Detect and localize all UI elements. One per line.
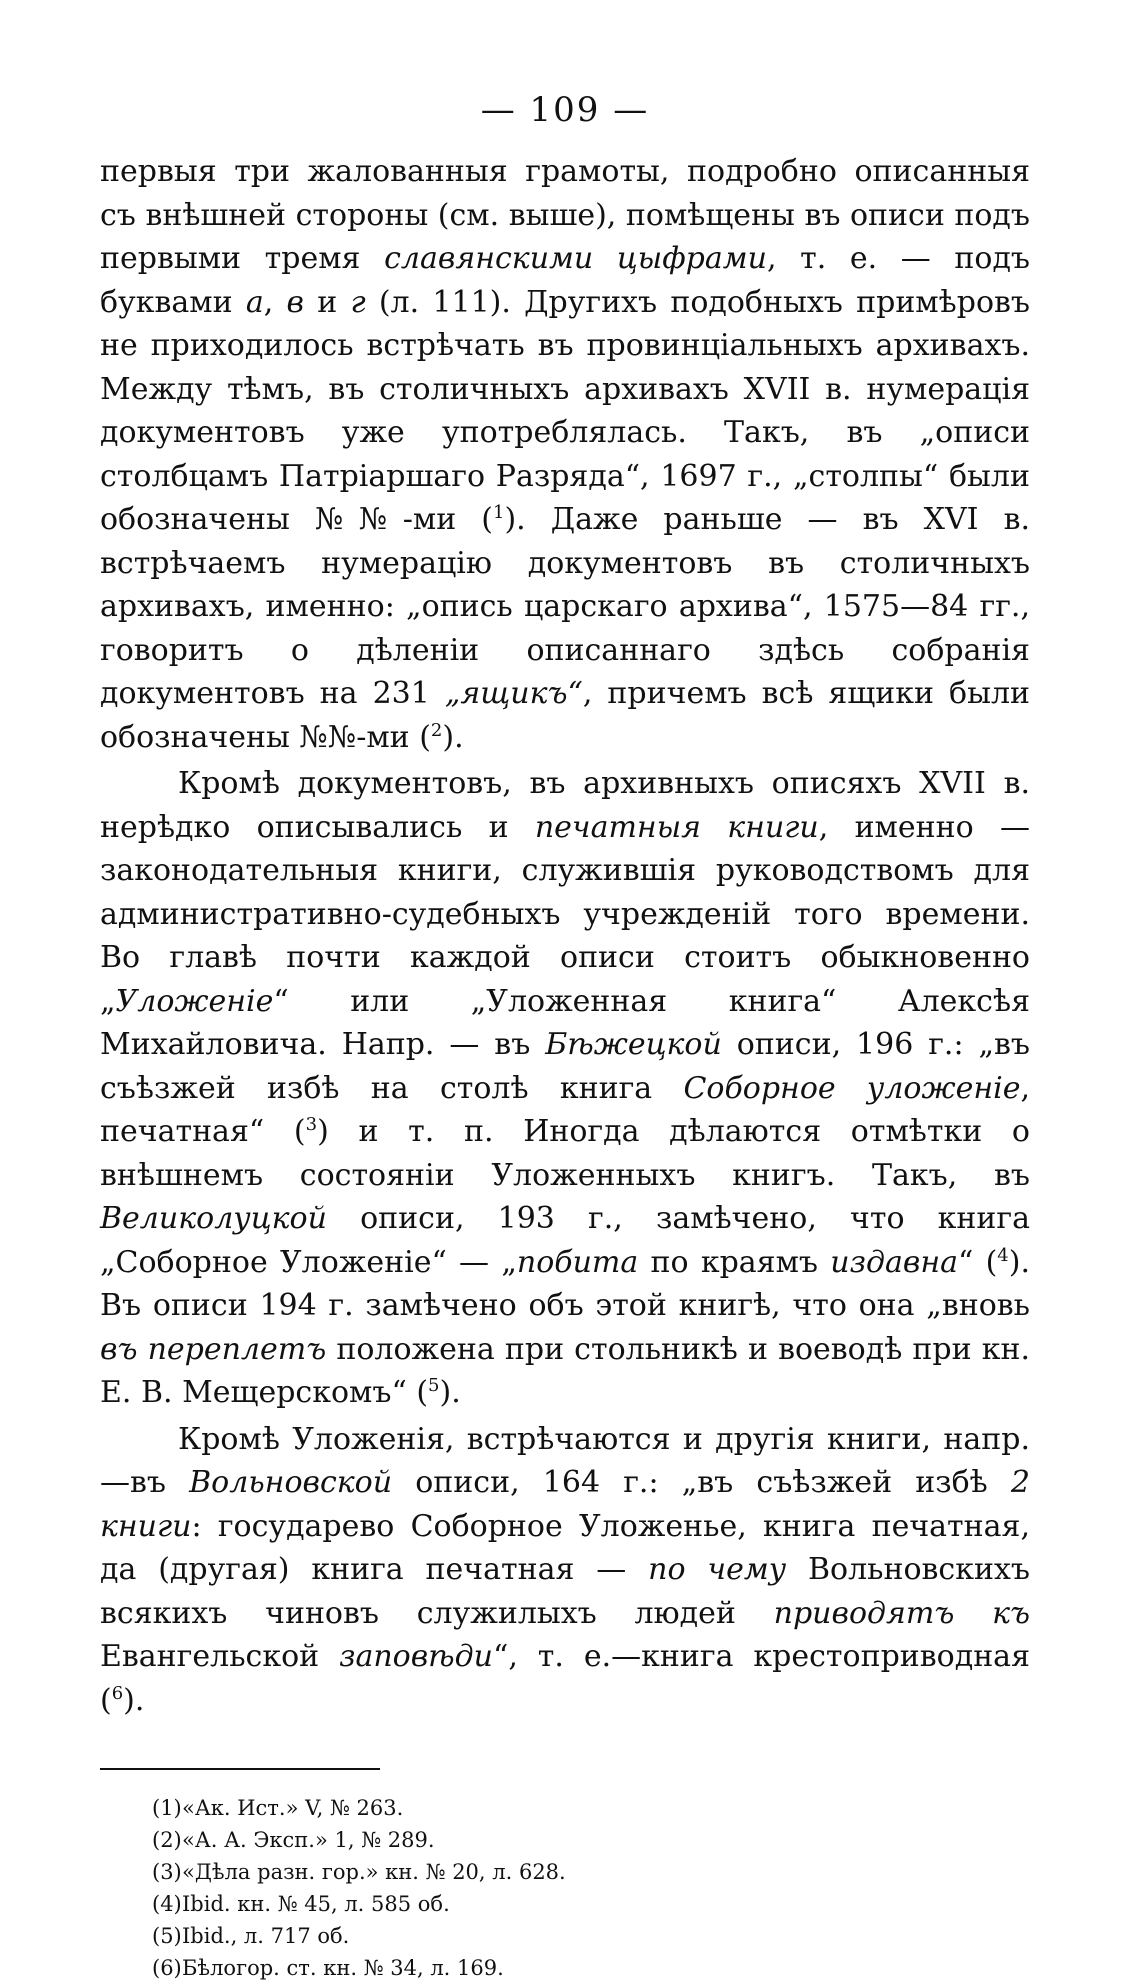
text-run: : государево Соборное Уложенье, книга печатная, да (другая) книга печатная —	[100, 1508, 1030, 1587]
footnote-ref: 5	[428, 1375, 440, 1396]
text-run: ,	[263, 284, 287, 320]
text-run: по краямъ	[638, 1244, 831, 1280]
italic-text: Уложеніе	[115, 983, 274, 1019]
text-run: , т. е. — подъ буквами	[100, 241, 1031, 320]
italic-text: издавна	[830, 1244, 958, 1280]
footnote-mark: (2)	[152, 1828, 182, 1852]
footnote-text: «Ак. Ист.» V, № 263.	[182, 1796, 404, 1820]
footnote	[152, 1920, 1030, 1952]
italic-text: побита	[516, 1244, 639, 1280]
paragraph-p1	[100, 150, 1030, 759]
footnote-mark: (3)	[152, 1860, 182, 1884]
text-run: описи, 164 г.: „въ съѣзжей избѣ	[392, 1465, 1011, 1500]
text-run: ).	[123, 1682, 145, 1718]
italic-text: „ящикъ“	[444, 676, 583, 711]
italic-text: въ переплетъ	[100, 1331, 327, 1367]
footnote-ref: 1	[493, 502, 505, 523]
footnote-mark: (6)	[152, 1956, 182, 1980]
footnote-text: Бѣлогор. ст. кн. № 34, л. 169.	[182, 1956, 504, 1980]
footnote-text: «А. А. Эксп.» 1, № 289.	[182, 1828, 435, 1852]
footnote-ref: 4	[997, 1244, 1009, 1266]
text-run: , причемъ всѣ ящики были обозначены №№-ми (	[100, 676, 1030, 755]
italic-text: приводятъ къ	[773, 1595, 1030, 1631]
footnote	[152, 1952, 1030, 1984]
footnote	[152, 1792, 1030, 1824]
footnote-list	[100, 1792, 1030, 1984]
paragraph-p3	[100, 1418, 1030, 1723]
text-run: (л. 111). Другихъ подобныхъ примѣровъ не приходилось встрѣчать въ провинціальныхъ архивахъ. Между тѣмъ, въ столичныхъ архивахъ XVII в. нумерація документовъ уже употреблялась. Такъ, въ „описи столбцамъ Патріаршаго Разряда“, 1697 г., „столпы“ были обозначены №№-ми (	[100, 284, 1030, 537]
footnote-mark: (5)	[152, 1924, 182, 1948]
footnote-mark: (4)	[152, 1892, 182, 1916]
italic-text: а	[245, 284, 264, 320]
footnote-mark: (1)	[152, 1796, 182, 1820]
text-run: положена при стольникѣ и воеводѣ при кн. Е. В. Мещерскомъ“ (	[100, 1331, 1030, 1410]
paragraph-p2	[100, 762, 1030, 1415]
document-page	[100, 90, 1030, 1984]
text-run: описи, 196 г.: „въ съѣзжей избѣ на столѣ книга	[100, 1027, 1030, 1106]
italic-text: Соборное уложеніе	[683, 1070, 1021, 1106]
text-run: и	[303, 284, 351, 320]
italic-text: Бѣжецкой	[545, 1027, 722, 1062]
italic-text: по чему	[648, 1552, 787, 1587]
italic-text: заповѣди	[339, 1639, 493, 1674]
body-text	[100, 150, 1030, 1722]
footnote-ref: 2	[430, 719, 443, 741]
footnote	[152, 1888, 1030, 1920]
text-run: ) и т. п. Иногда дѣлаются отмѣтки о внѣшнемъ состояніи Уложенныхъ книгъ. Такъ, въ	[100, 1114, 1030, 1193]
text-run: , печатная“ (	[100, 1070, 1030, 1149]
text-run: ). Въ описи 194 г. замѣчено объ этой книгѣ, что она „вновь	[100, 1244, 1030, 1323]
text-run: ). Даже раньше — въ XVI в. встрѣчаемъ нумерацію документовъ въ столичныхъ архивахъ, именно: „опись царскаго архива“, 1575—84 гг., говоритъ о дѣленіи описаннаго здѣсь собранія документовъ на 231	[100, 502, 1030, 711]
text-run: первыя три жалованныя грамоты, подробно описанныя съ внѣшней стороны (см. выше), помѣщены въ описи подъ первыми тремя	[100, 154, 1030, 276]
footnote-divider	[100, 1768, 380, 1770]
text-run: “ или „Уложенная книга“ Алексѣя Михайловича. Напр. — въ	[100, 983, 1030, 1062]
footnote	[152, 1824, 1030, 1856]
italic-text: Великолуцкой	[100, 1201, 327, 1236]
footnote	[152, 1856, 1030, 1888]
italic-text: печатныя книги	[534, 809, 819, 845]
text-run: Вольновскихъ всякихъ чиновъ служилыхъ людей	[100, 1552, 1030, 1631]
text-run: ).	[442, 719, 464, 755]
italic-text: в	[286, 284, 304, 320]
footnote-text: «Дѣла разн. гор.» кн. № 20, л. 628.	[182, 1860, 566, 1884]
text-run: , именно — законодательныя книги, служившія руководствомъ для административно-судебныхъ учрежденій того времени. Во главѣ почти каждой описи стоитъ обыкновенно „	[100, 809, 1030, 1019]
text-run: “ (	[957, 1244, 998, 1280]
text-run: Кромѣ Уложенія, встрѣчаются и другія книги, напр.—въ	[100, 1421, 1030, 1500]
text-run: Евангельской	[100, 1639, 340, 1674]
italic-text: Вольновской	[189, 1465, 393, 1500]
footnote-text: Ibid. кн. № 45, л. 585 об.	[182, 1892, 450, 1916]
footnote-text: Ibid., л. 717 об.	[182, 1924, 350, 1948]
text-run: Кромѣ документовъ, въ архивныхъ описяхъ XVII в. нерѣдко описывались и	[100, 766, 1030, 845]
footnote-ref: 6	[111, 1682, 124, 1704]
footnote-ref: 3	[305, 1114, 318, 1135]
text-run: “, т. е.—книга крестоприводная (	[100, 1639, 1030, 1718]
italic-text: 2 книги	[100, 1465, 1030, 1544]
italic-text: г	[350, 284, 366, 320]
page-number: — 109 —	[480, 90, 650, 130]
text-run: описи, 193 г., замѣчено, что книга „Соборное Уложеніе“ — „	[100, 1201, 1030, 1280]
italic-text: славянскими цыфрами	[384, 241, 767, 276]
text-run: ).	[439, 1375, 461, 1410]
